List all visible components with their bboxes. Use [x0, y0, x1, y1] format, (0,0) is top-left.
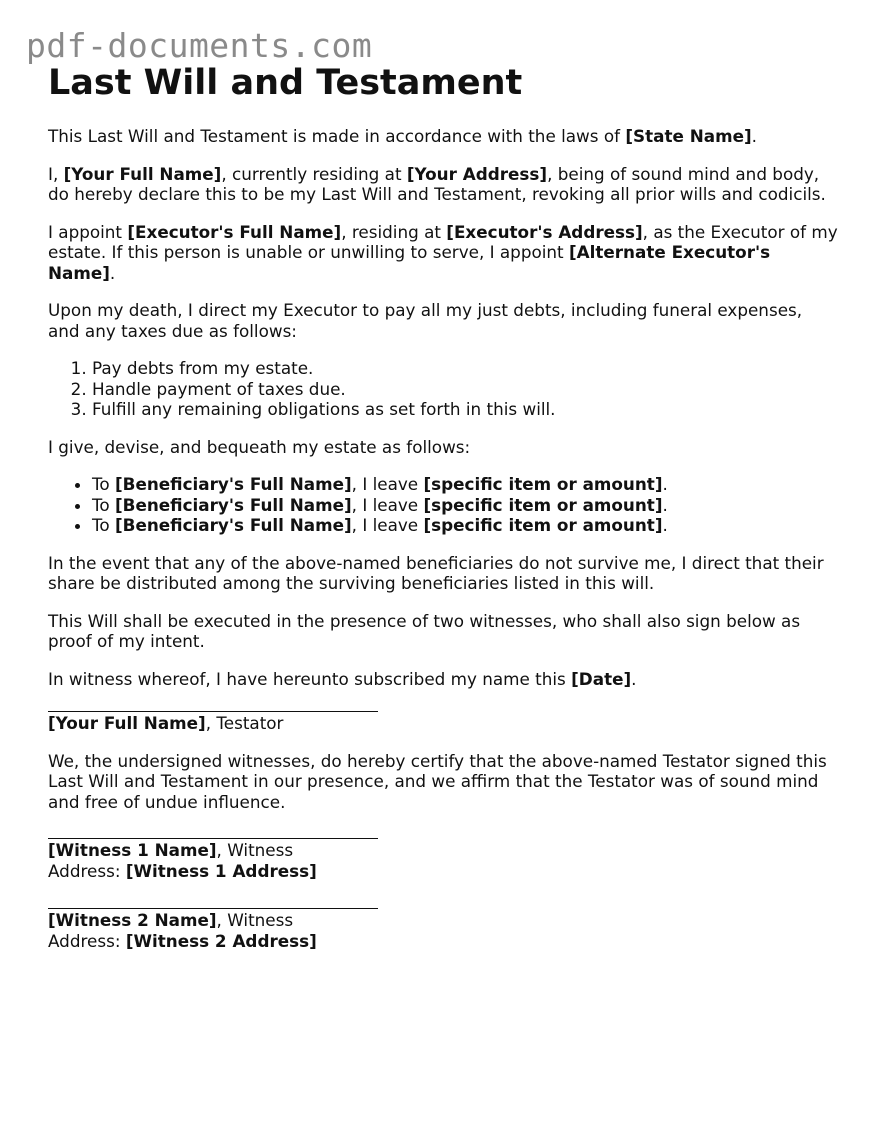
declaration-text-1: I, [48, 163, 64, 184]
bequest-prefix: To [92, 494, 115, 515]
witness-2-role: , Witness [216, 910, 294, 930]
testator-signature-role: , Testator [205, 713, 284, 733]
witness-1-address: [Witness 1 Address] [125, 860, 317, 881]
alternate-executor-placeholder: [Alternate Executor's Name] [48, 242, 771, 283]
witness-whereof-paragraph [48, 669, 838, 690]
debts-paragraph: Upon my death, I direct my Executor to pay all my just debts, including funeral expenses, and any taxes due as follows: [48, 300, 803, 341]
document-page [48, 62, 838, 951]
declaration-text-2: , currently residing at [221, 163, 407, 184]
witness-2-signature-block [48, 908, 838, 951]
attestation-paragraph: We, the undersigned witnesses, do hereby certify that the above-named Testator signed this Last Will and Testament in our presence, and we affirm that the Testator was of sound mind and free of undue influence. [48, 750, 827, 812]
beneficiary-placeholder: [Beneficiary's Full Name] [115, 515, 352, 535]
witness-1-address-label: Address: [48, 860, 126, 881]
executor-text-3: , as the Executor of my estate. If this person is unable or unwilling to serve, I appoint [48, 221, 838, 262]
survival-clause: In the event that any of the above-named beneficiaries do not survive me, I direct that their share be distributed among the surviving beneficiaries listed in this will. [48, 552, 824, 593]
bequest-suffix: . [662, 515, 668, 535]
intro-paragraph [48, 126, 838, 147]
declaration-text-3: , being of sound mind and body, do hereby declare this to be my Last Will and Testament, revoking all prior wills and codicils. [48, 163, 826, 204]
beneficiary-placeholder: [Beneficiary's Full Name] [115, 494, 352, 515]
signature-line [48, 838, 378, 839]
document-title: Last Will and Testament [48, 63, 523, 103]
list-item [92, 495, 838, 516]
witness-1-signature-block [48, 838, 838, 881]
executor-text-4: . [109, 262, 116, 283]
list-item [92, 515, 838, 536]
intro-end: . [751, 126, 757, 146]
witness-1-name: [Witness 1 Name] [48, 840, 217, 860]
bequests-paragraph: I give, devise, and bequeath my estate as follows: [48, 436, 471, 457]
execution-clause: This Will shall be executed in the presence of two witnesses, who shall also sign below as proof of my intent. [48, 610, 801, 651]
list-item: 2. Handle payment of taxes due. [92, 379, 838, 400]
signature-line [48, 908, 378, 909]
bequest-item-placeholder: [specific item or amount] [423, 474, 663, 494]
executor-address-placeholder: [Executor's Address] [446, 221, 643, 242]
bequests-list [48, 474, 838, 536]
witness-2-address: [Witness 2 Address] [125, 930, 317, 951]
witness-1-caption [48, 840, 838, 861]
testator-signature-block [48, 711, 838, 734]
bequest-middle: , I leave [351, 474, 424, 494]
signature-line [48, 711, 378, 712]
list-item: 1. Pay debts from my estate. [92, 358, 838, 379]
witness-2-caption [48, 910, 838, 931]
testator-address-placeholder: [Your Address] [406, 163, 548, 184]
witness-1-address-line [48, 861, 838, 882]
witness-whereof-end: . [631, 668, 637, 689]
executor-text-1: I appoint [48, 221, 128, 242]
bequest-item-placeholder: [specific item or amount] [423, 515, 663, 535]
bequest-suffix: . [662, 474, 668, 494]
testator-signature-name: [Your Full Name] [48, 713, 206, 733]
witness-whereof-text: In witness whereof, I have hereunto subscribed my name this [48, 668, 572, 689]
state-placeholder: [State Name] [625, 126, 752, 146]
declaration-paragraph [48, 164, 838, 205]
bequest-middle: , I leave [351, 515, 424, 535]
list-item: 3. Fulfill any remaining obligations as set forth in this will. [92, 399, 838, 420]
executor-name-placeholder: [Executor's Full Name] [127, 221, 342, 242]
bequest-middle: , I leave [351, 494, 424, 515]
witness-2-address-line [48, 931, 838, 952]
testator-name-placeholder: [Your Full Name] [63, 163, 222, 184]
bequest-prefix: To [92, 515, 115, 535]
executor-text-2: , residing at [341, 221, 447, 242]
beneficiary-placeholder: [Beneficiary's Full Name] [115, 474, 352, 494]
list-item [92, 474, 838, 495]
debts-list [48, 358, 838, 420]
watermark: pdf-documents.com [26, 26, 373, 65]
intro-text: This Last Will and Testament is made in accordance with the laws of [48, 126, 626, 146]
date-placeholder: [Date] [571, 668, 632, 689]
bequest-item-placeholder: [specific item or amount] [423, 494, 663, 515]
bequest-prefix: To [92, 474, 115, 494]
testator-signature-caption [48, 713, 838, 734]
executor-paragraph [48, 222, 838, 284]
witness-2-address-label: Address: [48, 930, 126, 951]
witness-1-role: , Witness [216, 840, 294, 860]
witness-2-name: [Witness 2 Name] [48, 910, 217, 930]
bequest-suffix: . [662, 494, 668, 515]
